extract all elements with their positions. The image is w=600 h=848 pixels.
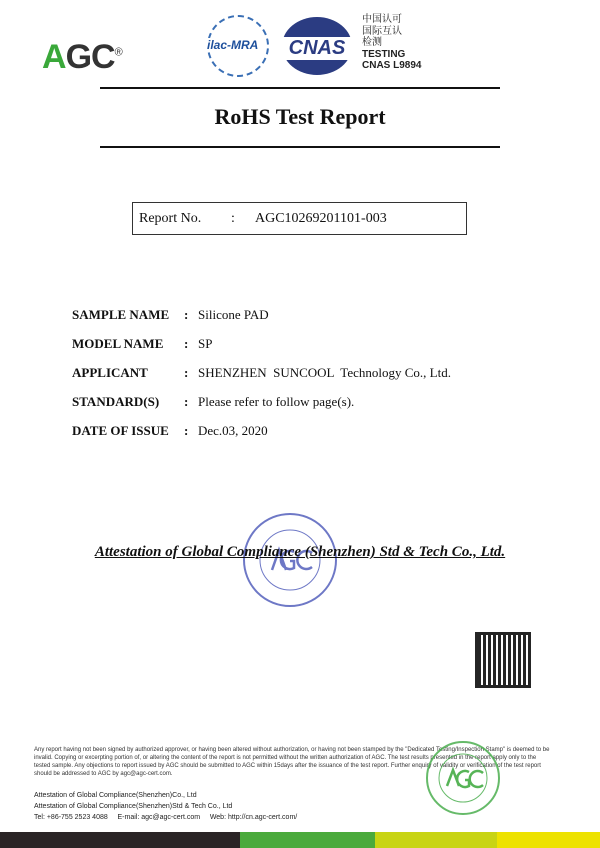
field-standards: STANDARD(S) : Please refer to follow page(s). (72, 394, 355, 409)
field-model-name: MODEL NAME : SP (72, 336, 213, 351)
attestation-company: Attestation of Global Compliance (Shenzhen) Std & Tech Co., Ltd. (94, 544, 506, 560)
qr-code (475, 632, 531, 688)
divider (100, 87, 500, 89)
footer-bar-yellow (497, 832, 600, 848)
page-title: RoHS Test Report (214, 104, 386, 129)
field-sample-name: SAMPLE NAME : Silicone PAD (72, 307, 269, 322)
field-date-of-issue: DATE OF ISSUE : Dec.03, 2020 (72, 423, 268, 438)
divider (100, 146, 500, 148)
footer-bar-dark (0, 832, 240, 848)
footer-bar-green (240, 832, 375, 848)
agc-logo: AGC® (42, 38, 122, 76)
footer-contact: Attestation of Global Compliance(Shenzhen)Co., Ltd Attestation of Global Compliance(Shenzhen)Std & Tech Co., Ltd Tel: +86-755 2523 4088 E-mail: agc@agc-cert.com Web: http://cn.agc-cert.com/ (34, 792, 298, 821)
ilac-mra-logo: ilac-MRA (207, 15, 269, 77)
footer-bar-lime (375, 832, 497, 848)
cnas-logo: CNAS (282, 17, 352, 75)
field-applicant: APPLICANT : SHENZHEN SUNCOOL Technology Co., Ltd. (72, 365, 451, 380)
testing-stamp (425, 740, 501, 816)
disclaimer-text: Any report having not been signed by authorized approver, or having been altered without authorization, or having not been stamped by the "Dedicated Testing/Inspection Stamp" is deemed to be invalid. Copying or excerpting portion of, or altering the content of the report is not permitted without the written authorization of AGC. The test results presented in the report apply only to the tested sample. Any objections to report issued by AGC should be submitted to AGC within 15days after the issuance of the test report. Further enquiry of validity or verification of the test report should be addressed to AGC by agc@agc-cert.com. (34, 747, 550, 777)
cnas-accreditation-text: 中国认可 国际互认 检测 TESTING CNAS L9894 (362, 14, 422, 71)
report-number-box: Report No. : AGC10269201101-003 (132, 202, 467, 235)
